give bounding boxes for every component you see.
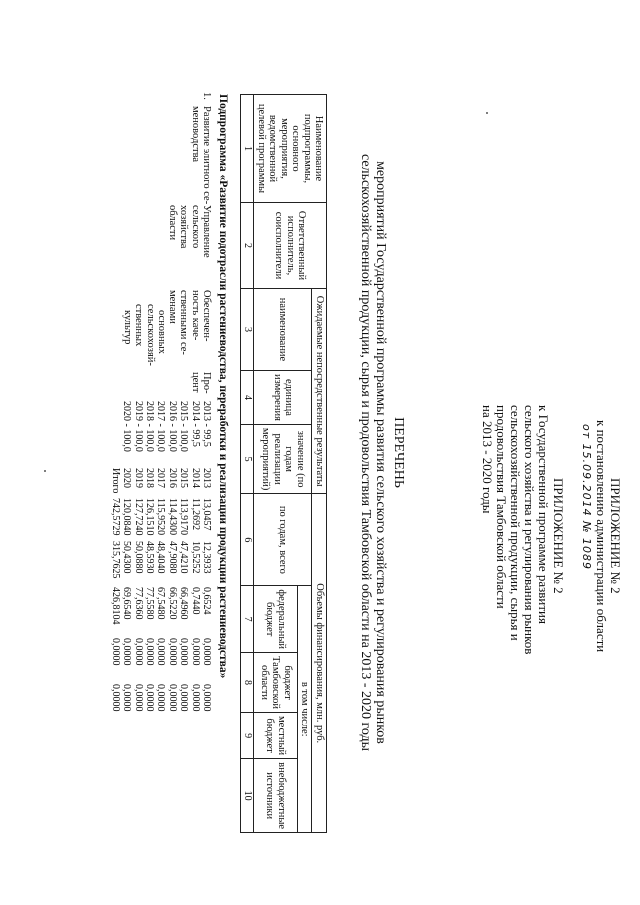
item-name-line: Развитие элитного се- bbox=[201, 106, 212, 205]
col-header-executor: Ответственный исполнитель, соисполнители bbox=[254, 203, 327, 289]
result-line: ность каче- bbox=[189, 290, 201, 341]
federal-cell: 50,0880 bbox=[132, 541, 144, 574]
subprogram-heading: Подпрограмма «Развитие подотрасли растениеводства, переработки и реализации продукции растениеводства» bbox=[217, 94, 229, 679]
col-number: 1 bbox=[241, 95, 254, 203]
col-number: 2 bbox=[241, 203, 254, 289]
local-column bbox=[109, 638, 212, 666]
value-cell: 2015 - 100,0 bbox=[178, 401, 190, 452]
value-cell: 2018 - 100,0 bbox=[143, 401, 155, 452]
col-header-regional: бюджет Тамбовской области bbox=[254, 653, 298, 713]
col-header-result-name: наименование bbox=[254, 289, 313, 371]
federal-cell: 48,5930 bbox=[143, 541, 155, 574]
value-cell: 2016 - 100,0 bbox=[166, 401, 178, 452]
local-cell: 0,0000 bbox=[201, 638, 212, 666]
local-cell: 0,0000 bbox=[189, 638, 201, 666]
federal-cell: 47,4210 bbox=[178, 541, 190, 574]
year-cell: 2020 bbox=[121, 468, 133, 488]
total-cell: 115,9520 bbox=[155, 498, 167, 536]
total-cell: 113,9170 bbox=[178, 498, 190, 536]
federal-cell: 12,3933 bbox=[201, 541, 212, 574]
appendix-program-line-3: сельскохозяйственной продукции, сырья и bbox=[508, 405, 523, 641]
federal-cell: 50,4300 bbox=[121, 541, 133, 574]
local-cell: 0,0000 bbox=[155, 638, 167, 666]
item-number: 1. bbox=[201, 92, 212, 100]
col-header-local: местный бюджет bbox=[254, 713, 298, 759]
extrabudget-column bbox=[109, 684, 212, 712]
local-cell: 0,0000 bbox=[132, 638, 144, 666]
total-cell: 742,5729 bbox=[109, 498, 121, 536]
item-name-line: меноводства bbox=[189, 106, 201, 163]
value-cell: 2020 - 100,0 bbox=[121, 401, 133, 452]
col-header-financing: Объемы финансирования, млн. руб. bbox=[312, 494, 327, 833]
regional-cell: 66,5220 bbox=[166, 587, 178, 620]
appendix-program-line-4: продовольствия Тамбовской области bbox=[494, 405, 509, 609]
result-line: ственных bbox=[133, 304, 145, 347]
col-number: 4 bbox=[241, 371, 254, 425]
header-table bbox=[241, 94, 328, 833]
regional-cell: 426,8104 bbox=[109, 587, 121, 625]
col-number: 7 bbox=[241, 586, 254, 653]
document-subtitle-line-1: мероприятий Государственной программы развития сельского хозяйства и регулирования рынков bbox=[373, 161, 388, 744]
total-cell: 13,0457 bbox=[201, 498, 212, 531]
regional-cell: 77,5580 bbox=[143, 587, 155, 620]
values-column bbox=[121, 401, 212, 452]
year-cell: Итого bbox=[109, 468, 121, 494]
appendix-resolution-line: к постановлению администрации области bbox=[594, 420, 609, 653]
value-cell: 2013 - 99,5 bbox=[201, 401, 212, 447]
col-number: 8 bbox=[241, 653, 254, 713]
extrabudget-cell: 0,0000 bbox=[132, 684, 144, 712]
value-cell: 2014 - 99,5 bbox=[189, 401, 201, 447]
local-cell: 0,0000 bbox=[121, 638, 133, 666]
extrabudget-cell: 0,0000 bbox=[178, 684, 190, 712]
col-number: 3 bbox=[241, 289, 254, 371]
extrabudget-cell: 0,0000 bbox=[166, 684, 178, 712]
appendix-program-line-1: к Государственной программе развития bbox=[536, 405, 551, 624]
col-number: 9 bbox=[241, 713, 254, 759]
regional-cell: 0,6524 bbox=[201, 587, 212, 615]
value-cell: 2019 - 100,0 bbox=[132, 401, 144, 452]
col-header-including: в том числе: bbox=[298, 586, 313, 833]
col-header-value: значение (по годам реализации мероприятий) bbox=[254, 424, 313, 493]
year-cell: 2015 bbox=[178, 468, 190, 488]
appendix-program-line-2: сельского хозяйства и регулирования рынков bbox=[522, 405, 537, 655]
federal-cell: 48,4040 bbox=[155, 541, 167, 574]
year-cell: 2017 bbox=[155, 468, 167, 488]
year-cell: 2018 bbox=[143, 468, 155, 488]
total-cell: 11,2692 bbox=[189, 498, 201, 531]
col-header-name: Наименование подпрограммы, основного мероприятия, ведомственной целевой программы bbox=[254, 95, 327, 203]
federal-cell: 47,9080 bbox=[166, 541, 178, 574]
extrabudget-cell: 0,0000 bbox=[109, 684, 121, 712]
extrabudget-cell: 0,0000 bbox=[155, 684, 167, 712]
local-cell: 0,0000 bbox=[143, 638, 155, 666]
handwritten-date-number: от 15.09.2014 № 1089 bbox=[580, 424, 593, 571]
regional-cell: 69,6540 bbox=[121, 587, 133, 620]
result-line: культур bbox=[121, 310, 133, 345]
item-result bbox=[122, 290, 212, 366]
item-executor bbox=[167, 205, 212, 258]
years-column bbox=[109, 468, 212, 493]
result-line: сельскохозяй- bbox=[144, 304, 156, 366]
document-title: ПЕРЕЧЕНЬ bbox=[391, 417, 406, 488]
item-unit bbox=[189, 372, 212, 394]
year-cell: 2013 bbox=[201, 468, 212, 488]
totals-column bbox=[109, 498, 212, 536]
total-cell: 114,4300 bbox=[166, 498, 178, 536]
result-line: ственными се- bbox=[178, 290, 190, 355]
appendix-header-2: ПРИЛОЖЕНИЕ № 2 bbox=[551, 478, 566, 594]
local-cell: 0,0000 bbox=[166, 638, 178, 666]
total-cell: 120,0840 bbox=[121, 498, 133, 536]
result-line: менами bbox=[167, 290, 179, 324]
scan-speck bbox=[44, 470, 46, 472]
executor-line: Управление bbox=[201, 205, 212, 258]
regional-cell: 77,6360 bbox=[132, 587, 144, 620]
col-number: 5 bbox=[241, 424, 254, 493]
col-header-federal: федеральный бюджет bbox=[254, 586, 298, 653]
result-line: основных bbox=[155, 310, 167, 354]
col-header-by-years: по годам, всего bbox=[254, 494, 313, 586]
regional-column bbox=[109, 587, 212, 625]
value-cell: 2017 - 100,0 bbox=[155, 401, 167, 452]
local-cell: 0,0000 bbox=[109, 638, 121, 666]
col-number: 6 bbox=[241, 494, 254, 586]
col-header-unit: единица измерения bbox=[254, 371, 313, 425]
regional-cell: 66,4960 bbox=[178, 587, 190, 620]
extrabudget-cell: 0,0000 bbox=[143, 684, 155, 712]
extrabudget-cell: 0,0000 bbox=[121, 684, 133, 712]
executor-line: хозяйства bbox=[178, 205, 190, 249]
scan-speck bbox=[486, 112, 488, 114]
col-number: 10 bbox=[241, 759, 254, 833]
appendix-header-1: ПРИЛОЖЕНИЕ № 2 bbox=[608, 478, 623, 594]
item-name bbox=[189, 106, 212, 206]
result-line: Обеспечен- bbox=[201, 290, 212, 342]
document-subtitle-line-2: сельскохозяйственной продукции, сырья и продовольствия Тамбовской области на 2013 - 2020 годы bbox=[358, 153, 373, 752]
total-cell: 126,1510 bbox=[143, 498, 155, 536]
federal-cell: 10,5252 bbox=[189, 541, 201, 574]
regional-cell: 0,7440 bbox=[189, 587, 201, 615]
federal-column bbox=[109, 541, 212, 579]
year-cell: 2014 bbox=[189, 468, 201, 488]
federal-cell: 315,7625 bbox=[109, 541, 121, 579]
local-cell: 0,0000 bbox=[178, 638, 190, 666]
executor-line: сельского bbox=[189, 205, 201, 249]
unit-line: Про- bbox=[201, 372, 212, 394]
col-header-extrabudget: внебюджетные источники bbox=[254, 759, 298, 833]
unit-line: цент bbox=[189, 372, 201, 393]
regional-cell: 67,5480 bbox=[155, 587, 167, 620]
appendix-program-line-5: на 2013 - 2020 годы bbox=[480, 405, 495, 514]
executor-line: области bbox=[167, 205, 179, 241]
year-cell: 2016 bbox=[166, 468, 178, 488]
total-cell: 127,7240 bbox=[132, 498, 144, 536]
extrabudget-cell: 0,0000 bbox=[201, 684, 212, 712]
extrabudget-cell: 0,0000 bbox=[189, 684, 201, 712]
col-header-expected-results: Ожидаемые непосредственные результаты bbox=[312, 289, 327, 494]
year-cell: 2019 bbox=[132, 468, 144, 488]
